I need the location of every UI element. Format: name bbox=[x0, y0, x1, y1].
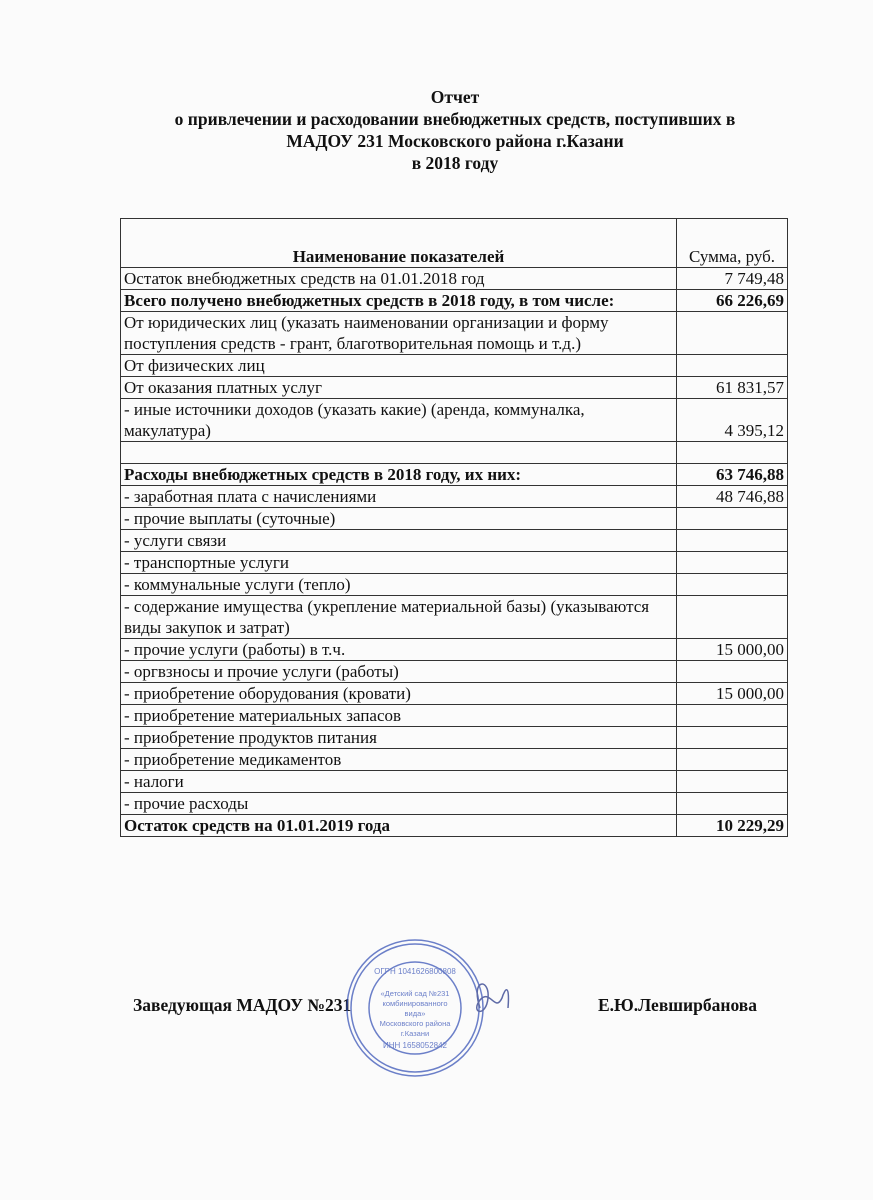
row-name: - налоги bbox=[121, 771, 677, 793]
row-sum bbox=[677, 530, 788, 552]
row-name: - прочие выплаты (суточные) bbox=[121, 508, 677, 530]
table-row bbox=[121, 486, 788, 508]
row-sum bbox=[677, 355, 788, 377]
row-name: Остаток средств на 01.01.2019 года bbox=[121, 815, 677, 837]
row-name: Расходы внебюджетных средств в 2018 году, их них: bbox=[121, 464, 677, 486]
table-row bbox=[121, 661, 788, 683]
table-row bbox=[121, 639, 788, 661]
row-name: - приобретение оборудования (кровати) bbox=[121, 683, 677, 705]
title-line: о привлечении и расходовании внебюджетных средств, поступивших в bbox=[174, 109, 736, 129]
table-row bbox=[121, 683, 788, 705]
row-sum bbox=[677, 749, 788, 771]
row-name: - транспортные услуги bbox=[121, 552, 677, 574]
row-name bbox=[121, 442, 677, 464]
row-sum bbox=[677, 552, 788, 574]
table-row bbox=[121, 442, 788, 464]
row-name: - приобретение материальных запасов bbox=[121, 705, 677, 727]
table-row bbox=[121, 705, 788, 727]
stamp-text: г.Казани bbox=[400, 1029, 430, 1038]
title-line: Отчет bbox=[430, 87, 480, 107]
stamp-text: комбинированного bbox=[382, 999, 448, 1008]
row-name: От физических лиц bbox=[121, 355, 677, 377]
table-row bbox=[121, 508, 788, 530]
row-name: - услуги связи bbox=[121, 530, 677, 552]
table-row bbox=[121, 312, 788, 355]
row-name: - заработная плата с начислениями bbox=[121, 486, 677, 508]
row-sum: 7 749,48 bbox=[677, 268, 788, 290]
handwritten-signature bbox=[477, 984, 509, 1011]
row-sum: 4 395,12 bbox=[677, 399, 788, 442]
table-row bbox=[121, 290, 788, 312]
row-sum bbox=[677, 661, 788, 683]
row-name: - прочие расходы bbox=[121, 793, 677, 815]
stamp-text: Московского района bbox=[379, 1019, 451, 1028]
table-row bbox=[121, 574, 788, 596]
table-row bbox=[121, 530, 788, 552]
row-sum bbox=[677, 442, 788, 464]
signatory-name: Е.Ю.Левширбанова bbox=[598, 995, 757, 1015]
row-sum bbox=[677, 596, 788, 639]
header-sum: Сумма, руб. bbox=[677, 219, 788, 268]
row-name: - оргвзносы и прочие услуги (работы) bbox=[121, 661, 677, 683]
table-row bbox=[121, 268, 788, 290]
row-name: - иные источники доходов (указать какие) (аренда, коммуналка, макулатура) bbox=[121, 399, 677, 442]
row-sum: 10 229,29 bbox=[677, 815, 788, 837]
row-sum bbox=[677, 574, 788, 596]
signatory-position: Заведующая МАДОУ №231 bbox=[133, 995, 352, 1015]
title-line: в 2018 году bbox=[411, 153, 499, 173]
row-sum: 61 831,57 bbox=[677, 377, 788, 399]
header-name: Наименование показателей bbox=[121, 219, 677, 268]
stamp-text: вида» bbox=[404, 1009, 426, 1018]
table-row bbox=[121, 596, 788, 639]
row-sum bbox=[677, 312, 788, 355]
table-row bbox=[121, 355, 788, 377]
row-name: - содержание имущества (укрепление материальной базы) (указываются виды закупок и затрат) bbox=[121, 596, 677, 639]
row-sum bbox=[677, 508, 788, 530]
table-row bbox=[121, 552, 788, 574]
table-row bbox=[121, 399, 788, 442]
title-line: МАДОУ 231 Московского района г.Казани bbox=[286, 131, 624, 151]
table-row bbox=[121, 771, 788, 793]
table-row bbox=[121, 793, 788, 815]
row-name: - приобретение продуктов питания bbox=[121, 727, 677, 749]
table-row bbox=[121, 727, 788, 749]
row-name: Остаток внебюджетных средств на 01.01.2018 год bbox=[121, 268, 677, 290]
stamp-inn: ИНН 1658052842 bbox=[382, 1041, 448, 1050]
row-sum bbox=[677, 727, 788, 749]
table-row bbox=[121, 749, 788, 771]
table-row bbox=[121, 377, 788, 399]
row-sum bbox=[677, 705, 788, 727]
row-name: От оказания платных услуг bbox=[121, 377, 677, 399]
row-sum: 15 000,00 bbox=[677, 683, 788, 705]
table-row bbox=[121, 464, 788, 486]
row-sum bbox=[677, 771, 788, 793]
row-sum: 66 226,69 bbox=[677, 290, 788, 312]
row-sum: 48 746,88 bbox=[677, 486, 788, 508]
row-name: От юридических лиц (указать наименовании организации и форму поступления средств - грант, благотворительная помощь и т.д.) bbox=[121, 312, 677, 355]
table-row bbox=[121, 815, 788, 837]
row-name: - прочие услуги (работы) в т.ч. bbox=[121, 639, 677, 661]
row-name: Всего получено внебюджетных средств в 2018 году, в том числе: bbox=[121, 290, 677, 312]
row-sum: 63 746,88 bbox=[677, 464, 788, 486]
stamp-text: «Детский сад №231 bbox=[380, 989, 450, 998]
report-table bbox=[120, 218, 788, 837]
row-sum: 15 000,00 bbox=[677, 639, 788, 661]
row-name: - приобретение медикаментов bbox=[121, 749, 677, 771]
official-stamp bbox=[330, 938, 530, 1088]
document-title bbox=[90, 86, 820, 174]
row-name: - коммунальные услуги (тепло) bbox=[121, 574, 677, 596]
stamp-ogrn: ОГРН 1041626800808 bbox=[374, 967, 456, 976]
row-sum bbox=[677, 793, 788, 815]
